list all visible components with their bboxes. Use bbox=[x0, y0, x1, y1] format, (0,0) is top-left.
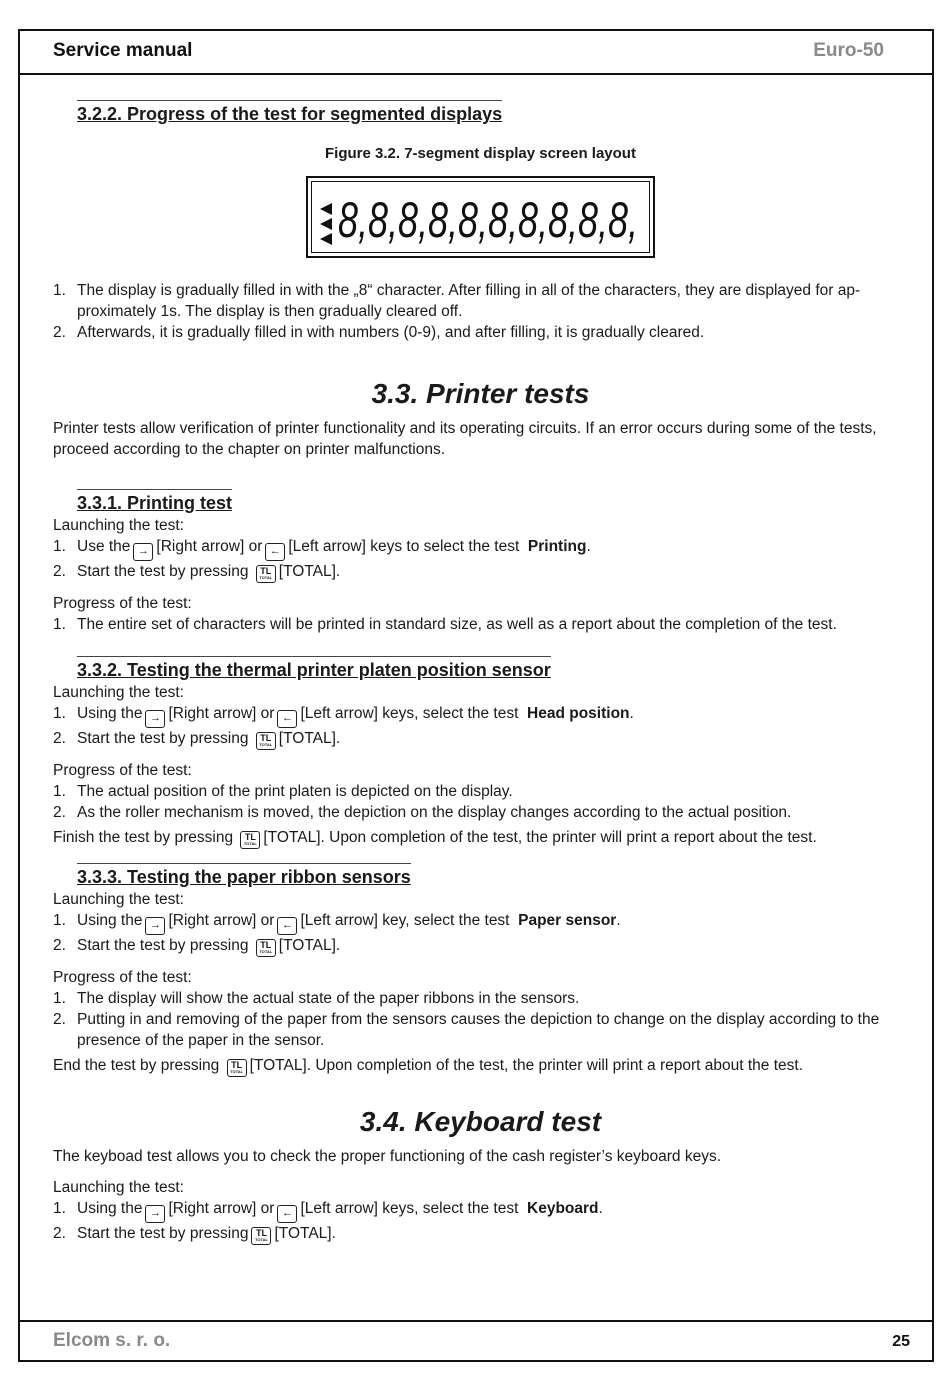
section-heading-3-3-2: 3.3.2. Testing the thermal printer platen position sensor bbox=[77, 656, 551, 681]
left-arrow-key-icon: ← bbox=[265, 543, 285, 561]
list-item: 2. Start the test by pressing TL TOTAL [TOTAL]. bbox=[53, 561, 908, 583]
list-item: 2. Start the test by pressing TL TOTAL [TOTAL]. bbox=[53, 1223, 908, 1245]
display-test-steps bbox=[53, 280, 908, 343]
list-item: 1. The entire set of characters will be printed in standard size, as well as a report about the completion of the test. bbox=[53, 616, 837, 633]
right-arrow-key-icon: → bbox=[145, 710, 165, 728]
end-instruction: End the test by pressing TL TOTAL [TOTAL]. Upon completion of the test, the printer will print a report about the test. bbox=[53, 1055, 908, 1077]
progress-steps bbox=[53, 988, 908, 1051]
indicator-arrow-icon bbox=[320, 218, 332, 230]
list-item: 1. Using the → [Right arrow] or ← [Left arrow] keys, select the test Keyboard. bbox=[53, 1198, 908, 1223]
finish-instruction: Finish the test by pressing TL TOTAL [TOTAL]. Upon completion of the test, the printer will print a report about the test. bbox=[53, 827, 908, 849]
footer-divider bbox=[18, 1320, 934, 1322]
total-key-icon: TL TOTAL bbox=[251, 1227, 271, 1245]
right-arrow-key-icon: → bbox=[133, 543, 153, 561]
keyboard-test-intro: The keyboad test allows you to check the proper functioning of the cash register’s keyboard keys. bbox=[53, 1148, 722, 1165]
launch-label: Launching the test: bbox=[53, 684, 184, 701]
list-item: 1. The display is gradually filled in with the „8“ character. After filling in all of the characters, they are displayed for ap-proximately 1s. The display is then gradually cleared off. bbox=[53, 282, 861, 320]
segment-digits: 8,8,8,8,8,8,8,8,8,8, bbox=[337, 192, 638, 248]
section-heading-3-3-1: 3.3.1. Printing test bbox=[77, 489, 232, 514]
right-arrow-key-icon: → bbox=[145, 1205, 165, 1223]
section-heading-3-3: 3.3. Printer tests bbox=[371, 378, 590, 409]
list-item: 2. Start the test by pressing TL TOTAL [TOTAL]. bbox=[53, 935, 908, 957]
section-heading-3-4: 3.4. Keyboard test bbox=[359, 1106, 602, 1137]
printer-tests-intro: Printer tests allow verification of printer functionality and its operating circuits. If an error occurs during some of the tests, proceed according to the chapter on printer malfunctions. bbox=[53, 420, 877, 458]
total-key-icon: TL TOTAL bbox=[256, 565, 276, 583]
section-heading-3-2-2: 3.2.2. Progress of the test for segmented displays bbox=[77, 100, 502, 125]
list-item: 2. Afterwards, it is gradually filled in with numbers (0-9), and after filling, it is gradually cleared. bbox=[53, 324, 705, 341]
total-key-icon: TL TOTAL bbox=[256, 732, 276, 750]
left-arrow-key-icon: ← bbox=[277, 917, 297, 935]
launch-steps bbox=[53, 536, 908, 583]
list-item: 2. Putting in and removing of the paper from the sensors causes the depiction to change on the display according to the presence of the paper in the sensor. bbox=[53, 1011, 880, 1049]
indicator-arrow-icon bbox=[320, 203, 332, 215]
progress-label: Progress of the test: bbox=[53, 969, 192, 986]
list-item: 1. Use the → [Right arrow] or ← [Left arrow] keys to select the test Printing. bbox=[53, 536, 908, 561]
list-item: 2. As the roller mechanism is moved, the depiction on the display changes according to the actual position. bbox=[53, 804, 792, 821]
header-product: Euro-50 bbox=[813, 40, 884, 61]
launch-label: Launching the test: bbox=[53, 517, 184, 534]
seven-segment-display bbox=[306, 176, 655, 258]
total-key-icon: TL TOTAL bbox=[256, 939, 276, 957]
progress-label: Progress of the test: bbox=[53, 762, 192, 779]
page-number: 25 bbox=[892, 1333, 910, 1350]
segment-display-graphic bbox=[316, 187, 646, 247]
indicator-arrow-icon bbox=[320, 233, 332, 245]
launch-label: Launching the test: bbox=[53, 1179, 184, 1196]
launch-steps bbox=[53, 910, 908, 957]
total-key-icon: TL TOTAL bbox=[227, 1059, 247, 1077]
right-arrow-key-icon: → bbox=[145, 917, 165, 935]
header-title: Service manual bbox=[53, 40, 193, 61]
list-item: 1. The actual position of the print platen is depicted on the display. bbox=[53, 783, 513, 800]
list-item: 1. Using the → [Right arrow] or ← [Left arrow] key, select the test Paper sensor. bbox=[53, 910, 908, 935]
list-item: 2. Start the test by pressing TL TOTAL [TOTAL]. bbox=[53, 728, 908, 750]
total-key-icon: TL TOTAL bbox=[240, 831, 260, 849]
figure-caption: Figure 3.2. 7-segment display screen layout bbox=[325, 145, 636, 162]
left-arrow-key-icon: ← bbox=[277, 1205, 297, 1223]
header-divider bbox=[18, 73, 934, 75]
progress-steps bbox=[53, 614, 908, 635]
launch-steps bbox=[53, 703, 908, 750]
display-screen bbox=[311, 181, 650, 253]
page-content bbox=[53, 100, 908, 1245]
progress-steps bbox=[53, 781, 908, 823]
launch-label: Launching the test: bbox=[53, 891, 184, 908]
launch-steps bbox=[53, 1198, 908, 1245]
progress-label: Progress of the test: bbox=[53, 595, 192, 612]
list-item: 1. The display will show the actual state of the paper ribbons in the sensors. bbox=[53, 990, 580, 1007]
list-item: 1. Using the → [Right arrow] or ← [Left arrow] keys, select the test Head position. bbox=[53, 703, 908, 728]
left-arrow-key-icon: ← bbox=[277, 710, 297, 728]
section-heading-3-3-3: 3.3.3. Testing the paper ribbon sensors bbox=[77, 863, 411, 888]
footer-company: Elcom s. r. o. bbox=[53, 1330, 171, 1351]
